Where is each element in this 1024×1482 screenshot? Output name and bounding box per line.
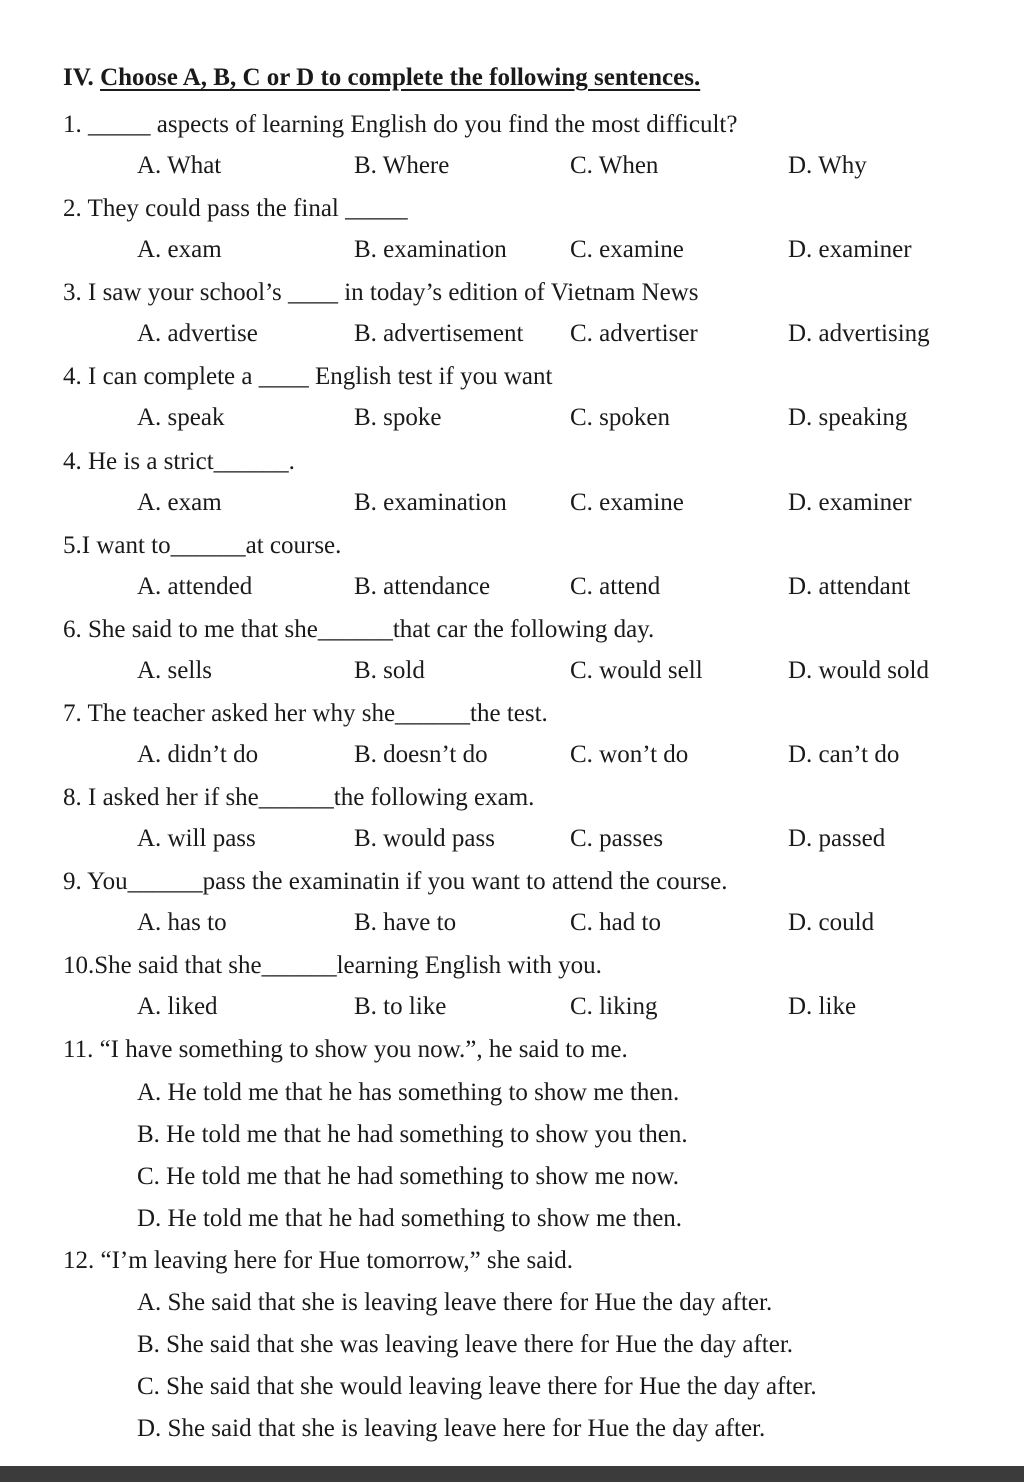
option-d: D. examiner <box>788 236 912 263</box>
question-11-option-a: A. He told me that he has something to show me then. <box>137 1079 680 1106</box>
option-d: D. could <box>788 909 875 936</box>
question-4b-options <box>0 488 1024 518</box>
question-9-options <box>0 908 1024 938</box>
option-b: B. attendance <box>354 573 491 600</box>
question-10-options <box>0 992 1024 1022</box>
option-a: A. exam <box>137 489 222 516</box>
question-1-options <box>0 151 1024 181</box>
option-c: C. liking <box>570 993 658 1020</box>
option-c: C. passes <box>570 825 664 852</box>
option-d: D. would sold <box>788 657 929 684</box>
option-c: C. advertiser <box>570 320 698 347</box>
question-12-option-a: A. She said that she is leaving leave there for Hue the day after. <box>137 1289 773 1316</box>
section-number: IV. <box>63 64 94 91</box>
option-a: A. What <box>137 152 222 179</box>
question-1-stem: 1. _____ aspects of learning English do you find the most difficult? <box>63 111 738 138</box>
option-a: A. exam <box>137 236 222 263</box>
question-6-options <box>0 656 1024 686</box>
question-4-stem: 4. I can complete a ____ English test if you want <box>63 363 553 390</box>
option-b: B. advertisement <box>354 320 524 347</box>
question-5-stem: 5.I want to______at course. <box>63 532 342 559</box>
option-b: B. Where <box>354 152 450 179</box>
option-d: D. speaking <box>788 404 908 431</box>
option-d: D. passed <box>788 825 886 852</box>
option-d: D. can’t do <box>788 741 900 768</box>
question-12-option-d: D. She said that she is leaving leave here for Hue the day after. <box>137 1415 766 1442</box>
option-b: B. spoke <box>354 404 442 431</box>
question-9-stem: 9. You______pass the examinatin if you want to attend the course. <box>63 868 728 895</box>
question-7-stem: 7. The teacher asked her why she______the test. <box>63 700 548 727</box>
option-a: A. has to <box>137 909 227 936</box>
question-12-stem: 12. “I’m leaving here for Hue tomorrow,” she said. <box>63 1247 574 1274</box>
question-5-options <box>0 572 1024 602</box>
option-d: D. Why <box>788 152 867 179</box>
section-heading <box>63 64 700 92</box>
question-3-stem: 3. I saw your school’s ____ in today’s edition of Vietnam News <box>63 279 699 306</box>
option-c: C. When <box>570 152 659 179</box>
option-c: C. had to <box>570 909 661 936</box>
question-4-options <box>0 403 1024 433</box>
question-12-option-c: C. She said that she would leaving leave there for Hue the day after. <box>137 1373 817 1400</box>
section-title: Choose A, B, C or D to complete the following sentences. <box>100 64 701 91</box>
option-b: B. have to <box>354 909 457 936</box>
question-8-options <box>0 824 1024 854</box>
option-b: B. to like <box>354 993 447 1020</box>
option-a: A. liked <box>137 993 218 1020</box>
question-7-options <box>0 740 1024 770</box>
option-a: A. attended <box>137 573 253 600</box>
question-3-options <box>0 319 1024 349</box>
question-10-stem: 10.She said that she______learning English with you. <box>63 952 602 979</box>
option-b: B. examination <box>354 236 507 263</box>
question-4b-stem: 4. He is a strict______. <box>63 448 295 475</box>
option-d: D. attendant <box>788 573 911 600</box>
option-a: A. speak <box>137 404 225 431</box>
question-11-option-d: D. He told me that he had something to show me then. <box>137 1205 683 1232</box>
question-2-options <box>0 235 1024 265</box>
question-6-stem: 6. She said to me that she______that car the following day. <box>63 616 655 643</box>
option-b: B. examination <box>354 489 507 516</box>
option-c: C. won’t do <box>570 741 689 768</box>
option-c: C. examine <box>570 489 684 516</box>
question-11-option-b: B. He told me that he had something to show you then. <box>137 1121 688 1148</box>
question-11-stem: 11. “I have something to show you now.”, he said to me. <box>63 1036 628 1063</box>
option-d: D. like <box>788 993 857 1020</box>
question-12-option-b: B. She said that she was leaving leave there for Hue the day after. <box>137 1331 794 1358</box>
option-c: C. would sell <box>570 657 703 684</box>
option-d: D. examiner <box>788 489 912 516</box>
option-b: B. would pass <box>354 825 495 852</box>
option-b: B. sold <box>354 657 425 684</box>
question-2-stem: 2. They could pass the final _____ <box>63 195 408 222</box>
option-a: A. didn’t do <box>137 741 259 768</box>
option-c: C. examine <box>570 236 684 263</box>
option-a: A. will pass <box>137 825 256 852</box>
option-a: A. advertise <box>137 320 258 347</box>
option-c: C. attend <box>570 573 661 600</box>
option-a: A. sells <box>137 657 212 684</box>
option-b: B. doesn’t do <box>354 741 488 768</box>
option-d: D. advertising <box>788 320 930 347</box>
bottom-bar <box>0 1466 1024 1482</box>
option-c: C. spoken <box>570 404 670 431</box>
question-8-stem: 8. I asked her if she______the following exam. <box>63 784 535 811</box>
question-11-option-c: C. He told me that he had something to show me now. <box>137 1163 680 1190</box>
